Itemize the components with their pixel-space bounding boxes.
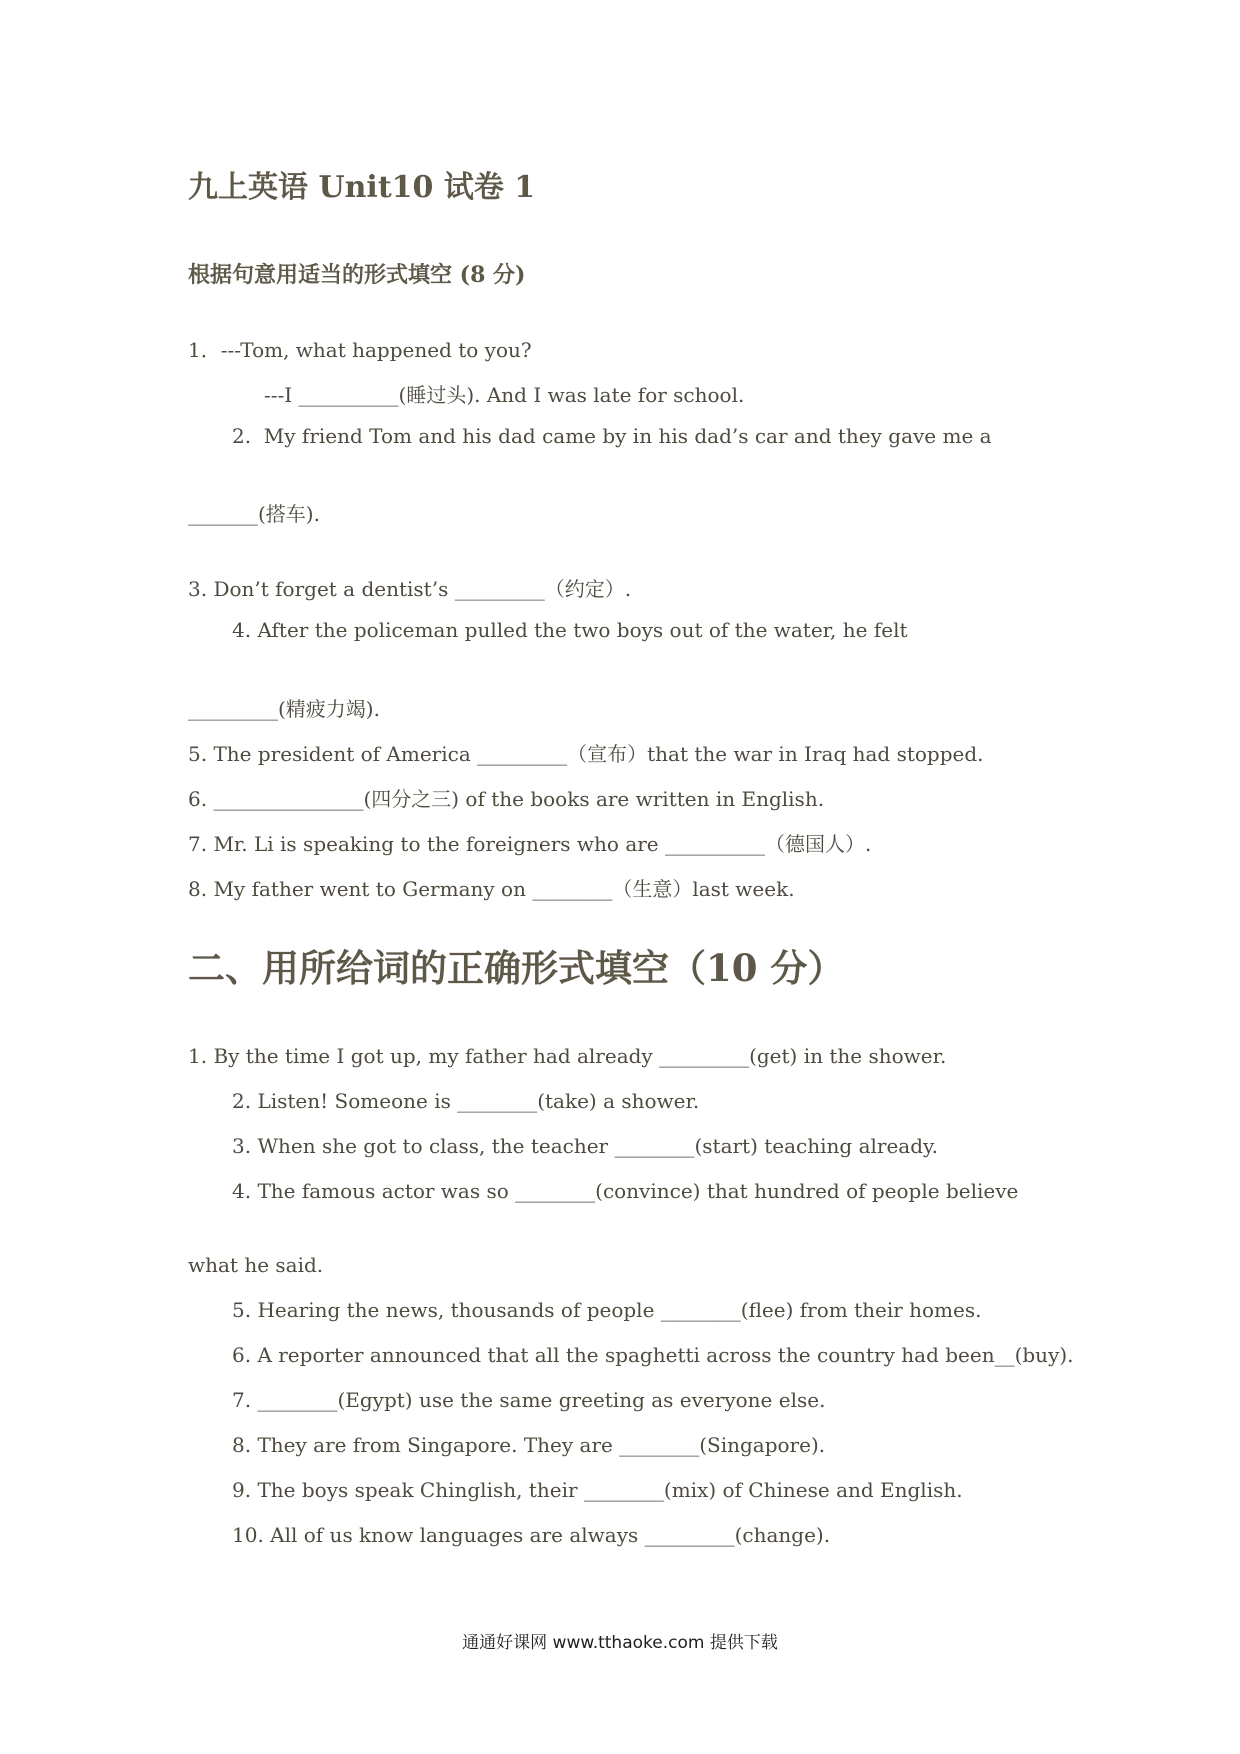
page-title: 九上英语 Unit10 试卷 1 bbox=[188, 170, 536, 205]
s1-question-8: 8. My father went to Germany on ________（生意）last week. bbox=[188, 877, 795, 901]
s2-question-8: 8. They are from Singapore. They are ________(Singapore). bbox=[232, 1433, 826, 1457]
s2-question-1: 1. By the time I got up, my father had already _________(get) in the shower. bbox=[188, 1044, 947, 1068]
s1-question-4-cont: _________(精疲力竭). bbox=[188, 697, 380, 721]
s1-question-7: 7. Mr. Li is speaking to the foreigners who are __________（德国人）. bbox=[188, 832, 872, 856]
s1-question-4: 4. After the policeman pulled the two boys out of the water, he felt bbox=[232, 618, 908, 642]
s2-question-7: 7. ________(Egypt) use the same greeting as everyone else. bbox=[232, 1388, 826, 1412]
s2-question-5: 5. Hearing the news, thousands of people ________(flee) from their homes. bbox=[232, 1298, 982, 1322]
s2-question-4: 4. The famous actor was so ________(convince) that hundred of people believe bbox=[232, 1179, 1019, 1203]
s2-question-3: 3. When she got to class, the teacher ________(start) teaching already. bbox=[232, 1134, 939, 1158]
s1-question-3: 3. Don’t forget a dentist’s _________（约定）. bbox=[188, 577, 632, 601]
s2-question-2: 2. Listen! Someone is ________(take) a shower. bbox=[232, 1089, 700, 1113]
section1-heading: 根据句意用适当的形式填空 (8 分) bbox=[188, 262, 526, 288]
s2-question-9: 9. The boys speak Chinglish, their ________(mix) of Chinese and English. bbox=[232, 1478, 963, 1502]
s2-question-4-cont: what he said. bbox=[188, 1253, 324, 1277]
s1-question-1: 1．---Tom, what happened to you? bbox=[188, 338, 532, 362]
footer-text: 通通好课网 www.tthaoke.com 提供下载 bbox=[462, 1633, 778, 1653]
s1-question-2: 2. My friend Tom and his dad came by in his dad’s car and they gave me a bbox=[232, 424, 992, 448]
s1-question-2-cont: _______(搭车). bbox=[188, 502, 320, 526]
s2-question-6: 6. A reporter announced that all the spaghetti across the country had been__(buy). bbox=[232, 1343, 1074, 1367]
s1-question-1-answer: ---I __________(睡过头). And I was late for school. bbox=[264, 383, 745, 407]
s1-question-6: 6. _______________(四分之三) of the books are written in English. bbox=[188, 787, 825, 811]
s1-question-5: 5. The president of America _________（宣布）that the war in Iraq had stopped. bbox=[188, 742, 984, 766]
section2-heading: 二、用所给词的正确形式填空（10 分） bbox=[188, 946, 845, 990]
s2-question-10: 10. All of us know languages are always _________(change). bbox=[232, 1523, 831, 1547]
